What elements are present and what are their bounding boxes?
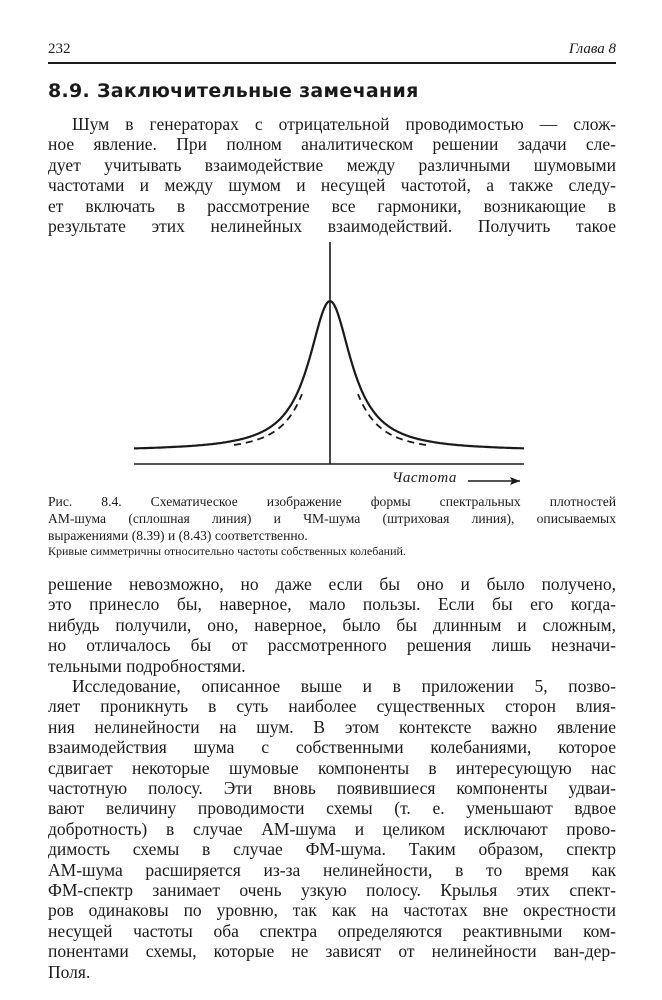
running-header bbox=[48, 40, 616, 64]
text-line: ров одинаковы по уровню, так как на частотах вне окрестности bbox=[48, 900, 616, 921]
paragraph-1 bbox=[48, 114, 616, 236]
text-line: частотную полосу. Эти вновь появившиеся компоненты удваи- bbox=[48, 778, 616, 799]
text-line: нибудь получили, оно, наверное, было бы длинным и сложным, bbox=[48, 614, 616, 635]
spectral-density-figure bbox=[130, 236, 530, 490]
text-line: понентами схемы, которые не зависят от нелинейности ван-дер- bbox=[48, 941, 616, 962]
text-line: сдвигает некоторые шумовые компоненты в интересующую нас bbox=[48, 757, 616, 778]
caption-line: Рис. 8.4. Схематическое изображение формы спектральных плотностей bbox=[48, 494, 616, 509]
text-line: добротность) в случае АМ-шума и целиком исключают прово- bbox=[48, 818, 616, 839]
text-line: ФМ-спектр занимает очень узкую полосу. Крылья этих спект- bbox=[48, 880, 616, 901]
text-line: ное явление. При полном аналитическом решении задачи сле- bbox=[48, 134, 616, 155]
text-line: решение невозможно, но даже если бы оно и было получено, bbox=[48, 574, 616, 594]
text-line: ния нелинейности на шум. В этом контексте важно явление bbox=[48, 716, 616, 737]
text-line: димость схемы в случае ФМ-шума. Таким образом, спектр bbox=[48, 839, 616, 860]
figure-caption-note: Кривые симметричны относительно частоты собственных колебаний. bbox=[48, 544, 406, 558]
text-line: несущей частоты оба спектра определяются реактивными ком- bbox=[48, 920, 616, 941]
text-line: Исследование, описанное выше и в приложении 5, позво- bbox=[72, 676, 616, 696]
text-line: результате этих нелинейных взаимодействий. Получить такое bbox=[48, 216, 616, 237]
text-line: взаимодействия шума с собственными колебаниями, которое bbox=[48, 737, 616, 758]
text-line: но отличалось бы от рассмотренного решения лишь незначи- bbox=[48, 635, 616, 656]
section-title: 8.9. Заключительные замечания bbox=[48, 80, 419, 102]
figure-caption bbox=[48, 493, 616, 544]
text-line: тельными подробностями. bbox=[48, 655, 246, 676]
text-line: дует учитывать взаимодействие между различными шумовыми bbox=[48, 154, 616, 175]
text-line: АМ-шума расширяется из-за нелинейности, в то время как bbox=[48, 859, 616, 880]
page-number: 232 bbox=[48, 41, 71, 57]
chapter-title: Глава 8 bbox=[568, 41, 616, 57]
caption-line: выражениями (8.39) и (8.43) соответственно. bbox=[48, 528, 308, 543]
paragraph-2 bbox=[48, 574, 616, 676]
text-line: ляет проникнуть в суть наиболее существенных сторон влия- bbox=[48, 696, 616, 717]
text-line: вают величину проводимости схемы (т. е. уменьшают вдвое bbox=[48, 798, 616, 819]
text-line: Шум в генераторах с отрицательной проводимостью — слож- bbox=[72, 114, 616, 134]
text-line: частотами и между шумом и несущей частотой, а также следу- bbox=[48, 175, 616, 196]
am-noise-curve bbox=[134, 301, 524, 448]
text-line: ет включать в рассмотрение все гармоники, возникающие в bbox=[48, 195, 616, 216]
caption-line: АМ-шума (сплошная линия) и ЧМ-шума (штриховая линия), описываемых bbox=[48, 511, 616, 526]
text-line: Поля. bbox=[48, 961, 91, 982]
paragraph-3 bbox=[48, 676, 616, 982]
text-line: это принесло бы, наверное, мало пользы. Если бы его когда- bbox=[48, 594, 616, 615]
frequency-axis-label: Частота bbox=[392, 470, 457, 486]
